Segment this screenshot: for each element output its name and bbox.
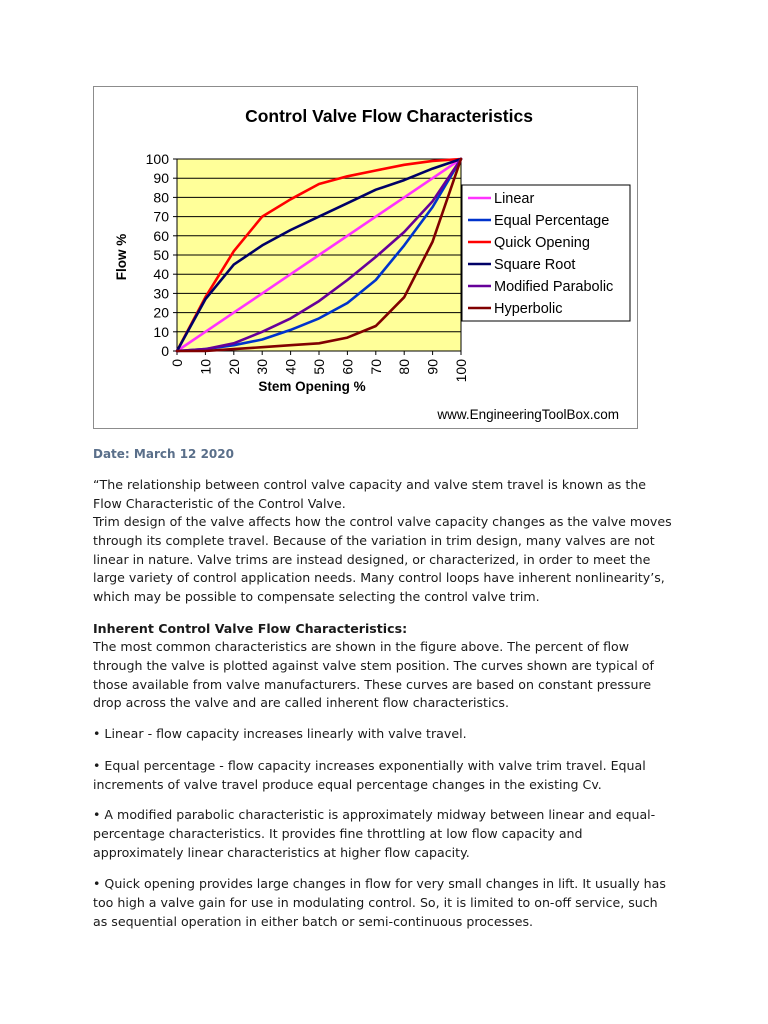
flow-characteristics-chart bbox=[94, 87, 637, 428]
bullet-modified-parabolic: • A modified parabolic characteristic is approximately midway between linear and equal-percentage characteristics. It provides fine throttling at low flow capacity and approximately linear characteristics at higher flow capacity. bbox=[93, 807, 656, 860]
x-tick-label: 10 bbox=[197, 359, 214, 375]
legend-label: Linear bbox=[494, 191, 535, 207]
x-axis-label: Stem Opening % bbox=[258, 379, 366, 394]
paragraph-1: “The relationship between control valve capacity and valve stem travel is known as the Flow Characteristic of the Control Valve. bbox=[93, 477, 647, 511]
bullet-quick-opening: • Quick opening provides large changes in flow for very small changes in lift. It usually has too high a valve gain for use in modulating control. So, it is limited to on-off service, such as sequential operation in either batch or semi-continuous processes. bbox=[93, 876, 666, 929]
source-credit: www.EngineeringToolBox.com bbox=[437, 407, 619, 422]
document-date: Date: March 12 2020 bbox=[93, 447, 234, 461]
x-tick-label: 50 bbox=[311, 359, 327, 375]
x-tick-label: 80 bbox=[396, 359, 413, 375]
y-axis-tick-labels bbox=[146, 151, 170, 359]
y-tick-label: 0 bbox=[161, 343, 169, 359]
x-tick-label: 90 bbox=[424, 359, 441, 375]
legend-label: Modified Parabolic bbox=[494, 279, 614, 295]
x-tick-label: 20 bbox=[225, 359, 242, 375]
y-tick-label: 30 bbox=[153, 285, 169, 302]
x-tick-label: 30 bbox=[254, 359, 271, 375]
x-tick-label: 70 bbox=[367, 359, 384, 375]
y-axis-label: Flow % bbox=[114, 233, 129, 281]
paragraph-2: Trim design of the valve affects how the control valve capacity changes as the valve moves through its complete travel. Because of the variation in trim design, many valves are not linear in nature. Valve trims are instead designed, or characterized, in order to meet the large variety of control application needs. Many control loops have inherent nonlinearity’s, which may be possible to compensate selecting the control valve trim. bbox=[93, 514, 672, 605]
legend-label: Hyperbolic bbox=[494, 301, 563, 317]
legend-label: Quick Opening bbox=[494, 235, 590, 251]
y-tick-label: 40 bbox=[153, 266, 169, 283]
section-heading: Inherent Control Valve Flow Characteristics: bbox=[93, 621, 408, 636]
x-tick-label: 40 bbox=[282, 359, 299, 375]
y-tick-label: 50 bbox=[153, 247, 169, 263]
legend-label: Square Root bbox=[494, 257, 576, 273]
bullet-linear: • Linear - flow capacity increases linearly with valve travel. bbox=[93, 726, 467, 741]
y-tick-label: 60 bbox=[153, 227, 169, 244]
legend-label: Equal Percentage bbox=[494, 213, 610, 229]
chart-title: Control Valve Flow Characteristics bbox=[245, 106, 533, 126]
y-tick-label: 20 bbox=[153, 304, 169, 321]
x-tick-label: 60 bbox=[339, 359, 356, 375]
y-tick-label: 80 bbox=[153, 189, 169, 206]
y-tick-label: 10 bbox=[153, 323, 169, 340]
y-tick-label: 100 bbox=[145, 151, 169, 167]
section-intro: The most common characteristics are shown in the figure above. The percent of flow through the valve is plotted against valve stem position. The curves shown are typical of those available from valve manufacturers. These curves are based on constant pressure drop across the valve and are called inherent flow characteristics. bbox=[93, 639, 654, 711]
x-tick-label: 0 bbox=[169, 359, 185, 367]
x-tick-label: 100 bbox=[453, 359, 469, 383]
bullet-equal-percentage: • Equal percentage - flow capacity increases exponentially with valve trim travel. Equal increments of valve travel produce equal percentage changes in the existing Cv. bbox=[93, 758, 646, 792]
y-tick-label: 70 bbox=[153, 208, 169, 225]
y-tick-label: 90 bbox=[153, 170, 169, 187]
chart-legend bbox=[462, 185, 630, 321]
chart-figure bbox=[93, 86, 638, 429]
